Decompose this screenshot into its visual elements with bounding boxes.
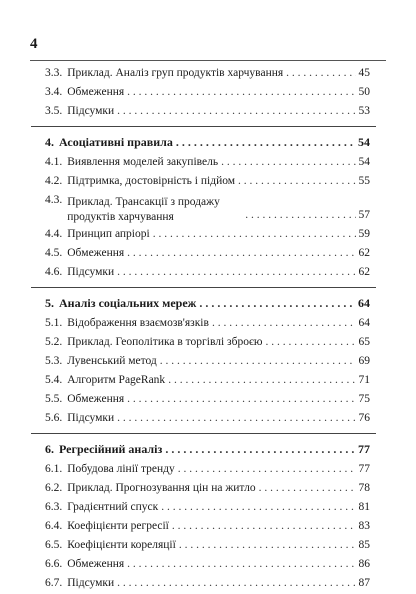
entry-number: 3.5.	[45, 105, 63, 117]
chapter-number: 5.	[45, 296, 54, 310]
entry-page: 62	[358, 247, 370, 259]
dot-leader	[117, 263, 355, 282]
dot-leader	[238, 172, 355, 191]
entry-page: 85	[358, 539, 370, 551]
dot-leader	[160, 352, 356, 371]
entry-number: 3.4.	[45, 86, 63, 98]
toc-entry[interactable]	[45, 352, 370, 371]
entry-title: Виявлення моделей закупівель	[67, 156, 219, 168]
toc-entry[interactable]	[45, 409, 370, 428]
dot-leader	[265, 333, 355, 352]
entry-page: 83	[358, 520, 370, 532]
dot-leader	[168, 371, 355, 390]
entry-page: 87	[358, 577, 370, 589]
entry-page: 59	[358, 228, 370, 240]
entry-page: 50	[358, 86, 370, 98]
toc-entry[interactable]	[45, 225, 370, 244]
entry-number: 5.1.	[45, 317, 63, 329]
dot-leader	[117, 409, 355, 428]
entry-number: 4.6.	[45, 266, 63, 278]
entry-page: 76	[358, 412, 370, 424]
entry-page: 81	[358, 501, 370, 513]
toc-entry[interactable]	[45, 574, 370, 593]
dot-leader	[117, 102, 355, 121]
entry-number: 5.2.	[45, 336, 63, 348]
entry-page: 75	[358, 393, 370, 405]
chapter-number: 4.	[45, 135, 54, 149]
page-number: 4	[30, 36, 38, 52]
dot-leader	[117, 574, 355, 593]
chapter-page: 54	[358, 135, 370, 149]
chapter-separator	[31, 433, 376, 434]
toc-chapter[interactable]	[45, 438, 370, 460]
dot-leader	[178, 460, 356, 479]
toc-entry[interactable]	[45, 390, 370, 409]
entry-number: 6.2.	[45, 482, 63, 494]
entry-title: Побудова лінії тренду	[67, 463, 175, 475]
entry-number: 4.2.	[45, 175, 63, 187]
entry-page: 45	[358, 67, 370, 79]
dot-leader	[199, 292, 355, 314]
entry-page: 53	[358, 105, 370, 117]
entry-number: 6.4.	[45, 520, 63, 532]
entry-title: Відображення взаємозв'язків	[67, 317, 209, 329]
entry-number: 5.3.	[45, 355, 63, 367]
toc-entry[interactable]	[45, 191, 370, 225]
entry-title: Обмеження	[67, 393, 125, 405]
dot-leader	[212, 314, 356, 333]
entry-title: Підсумки	[67, 577, 115, 589]
dot-leader	[286, 64, 355, 83]
toc-entry[interactable]	[45, 371, 370, 390]
entry-title: Підсумки	[67, 412, 115, 424]
entry-title: Обмеження	[67, 86, 125, 98]
chapter-separator	[31, 287, 376, 288]
toc-entry[interactable]	[45, 314, 370, 333]
dot-leader	[245, 206, 355, 225]
toc-entry[interactable]	[45, 172, 370, 191]
dot-leader	[165, 438, 355, 460]
entry-number: 6.3.	[45, 501, 63, 513]
entry-number: 4.3.	[45, 194, 63, 206]
entry-title: Принцип апріорі	[67, 228, 150, 240]
toc-chapter[interactable]	[45, 292, 370, 314]
toc-chapter[interactable]	[45, 131, 370, 153]
header-rule	[30, 60, 386, 61]
dot-leader	[259, 479, 356, 498]
chapter-title: Аналіз соціальних мереж	[59, 296, 197, 310]
entry-title: Алгоритм PageRank	[67, 374, 166, 386]
chapter-separator	[31, 126, 376, 127]
entry-title: Підсумки	[67, 266, 115, 278]
entry-page: 78	[358, 482, 370, 494]
dot-leader	[221, 153, 355, 172]
chapter-number: 6.	[45, 442, 54, 456]
entry-page: 77	[358, 463, 370, 475]
chapter-page: 77	[358, 442, 370, 456]
dot-leader	[172, 517, 356, 536]
entry-title: Обмеження	[67, 558, 125, 570]
entry-page: 65	[358, 336, 370, 348]
entry-number: 6.1.	[45, 463, 63, 475]
entry-number: 4.4.	[45, 228, 63, 240]
dot-leader	[176, 131, 355, 153]
toc-entry[interactable]	[45, 102, 370, 121]
toc-entry[interactable]	[45, 460, 370, 479]
toc-entry[interactable]	[45, 479, 370, 498]
entry-number: 6.7.	[45, 577, 63, 589]
entry-page: 62	[358, 266, 370, 278]
dot-leader	[153, 225, 356, 244]
toc-entry[interactable]	[45, 333, 370, 352]
entry-page: 86	[358, 558, 370, 570]
entry-number: 3.3.	[45, 67, 63, 79]
entry-page: 55	[358, 175, 370, 187]
dot-leader	[127, 244, 355, 263]
toc-entry[interactable]	[45, 517, 370, 536]
entry-title: Приклад. Аналіз груп продуктів харчування	[67, 67, 284, 79]
chapter-page: 64	[358, 296, 370, 310]
entry-page: 69	[358, 355, 370, 367]
entry-page: 71	[358, 374, 370, 386]
toc-entry[interactable]	[45, 83, 370, 102]
entry-number: 6.6.	[45, 558, 63, 570]
entry-number: 5.4.	[45, 374, 63, 386]
entry-page: 64	[358, 317, 370, 329]
dot-leader	[161, 498, 355, 517]
dot-leader	[127, 83, 355, 102]
entry-title: Коефіцієнти регресії	[67, 520, 169, 532]
entry-number: 6.5.	[45, 539, 63, 551]
entry-title: Підсумки	[67, 105, 115, 117]
entry-number: 4.1.	[45, 156, 63, 168]
chapter-title: Регресійний аналіз	[59, 442, 163, 456]
toc-entry[interactable]	[45, 263, 370, 282]
entry-page: 54	[358, 156, 370, 168]
dot-leader	[127, 555, 355, 574]
table-of-contents	[45, 64, 370, 593]
toc-entry[interactable]	[45, 244, 370, 263]
entry-number: 5.5.	[45, 393, 63, 405]
toc-entry[interactable]	[45, 555, 370, 574]
chapter-title: Асоціативні правила	[59, 135, 173, 149]
dot-leader	[179, 536, 356, 555]
dot-leader	[127, 390, 355, 409]
entry-title: Приклад. Трансакції з продажу продуктів харчування	[67, 196, 220, 223]
entry-number: 4.5.	[45, 247, 63, 259]
toc-entry[interactable]	[45, 153, 370, 172]
entry-title: Лувенський метод	[67, 355, 157, 367]
entry-title: Градієнтний спуск	[67, 501, 159, 513]
entry-title: Коефіцієнти кореляції	[67, 539, 176, 551]
entry-number: 5.6.	[45, 412, 63, 424]
toc-entry[interactable]	[45, 536, 370, 555]
entry-title: Приклад. Геополітика в торгівлі зброєю	[67, 336, 263, 348]
toc-entry[interactable]	[45, 64, 370, 83]
entry-page: 57	[358, 209, 370, 221]
entry-title: Підтримка, достовірність і підйом	[67, 175, 236, 187]
entry-title: Приклад. Прогнозування цін на житло	[67, 482, 256, 494]
entry-title: Обмеження	[67, 247, 125, 259]
toc-entry[interactable]	[45, 498, 370, 517]
